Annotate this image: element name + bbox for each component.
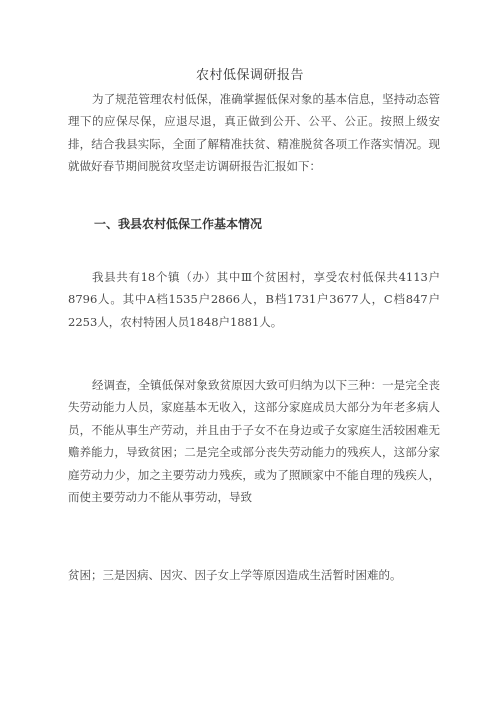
intro-paragraph: 为了规范管理农村低保，准确掌握低保对象的基本信息，坚持动态管理下的应保尽保，应退尽退，真正做到公开、公平、公正。按照上级安排，结合我县实际，全面了解精准扶贫、精准脱贫各项工作落实情况。现就做好春节期间脱贫攻坚走访调研报告汇报如下：	[68, 92, 440, 174]
section-heading: 一、我县农村低保工作基本情况	[94, 217, 263, 231]
causes-paragraph: 经调查，全镇低保对象致贫原因大致可归纳为以下三种：一是完全丧失劳动能力人员，家庭基本无收入，这部分家庭成员大部分为年老多病人员，不能从事生产劳动，并且由于子女不在身边或子女家庭生活较困难无赡养能力，导致贫困；二是完全或部分丧失劳动能力的残疾人，这部分家庭劳动力少，加之主要劳动力残疾，或为了照顾家中不能自理的残疾人，而使主要劳动力不能从事劳动，导致	[68, 378, 440, 505]
causes-continued-paragraph: 贫困；三是因病、因灾、因子女上学等原因造成生活暂时困难的。	[68, 568, 402, 582]
document-title: 农村低保调研报告	[195, 68, 304, 83]
statistics-paragraph: 我县共有18个镇（办）其中Ⅲ个贫困村，享受农村低保共4113户8796人。其中A档1535户2866人，B档1731户3677人，C档847户2253人，农村特困人员1848户1881人。	[68, 270, 440, 329]
